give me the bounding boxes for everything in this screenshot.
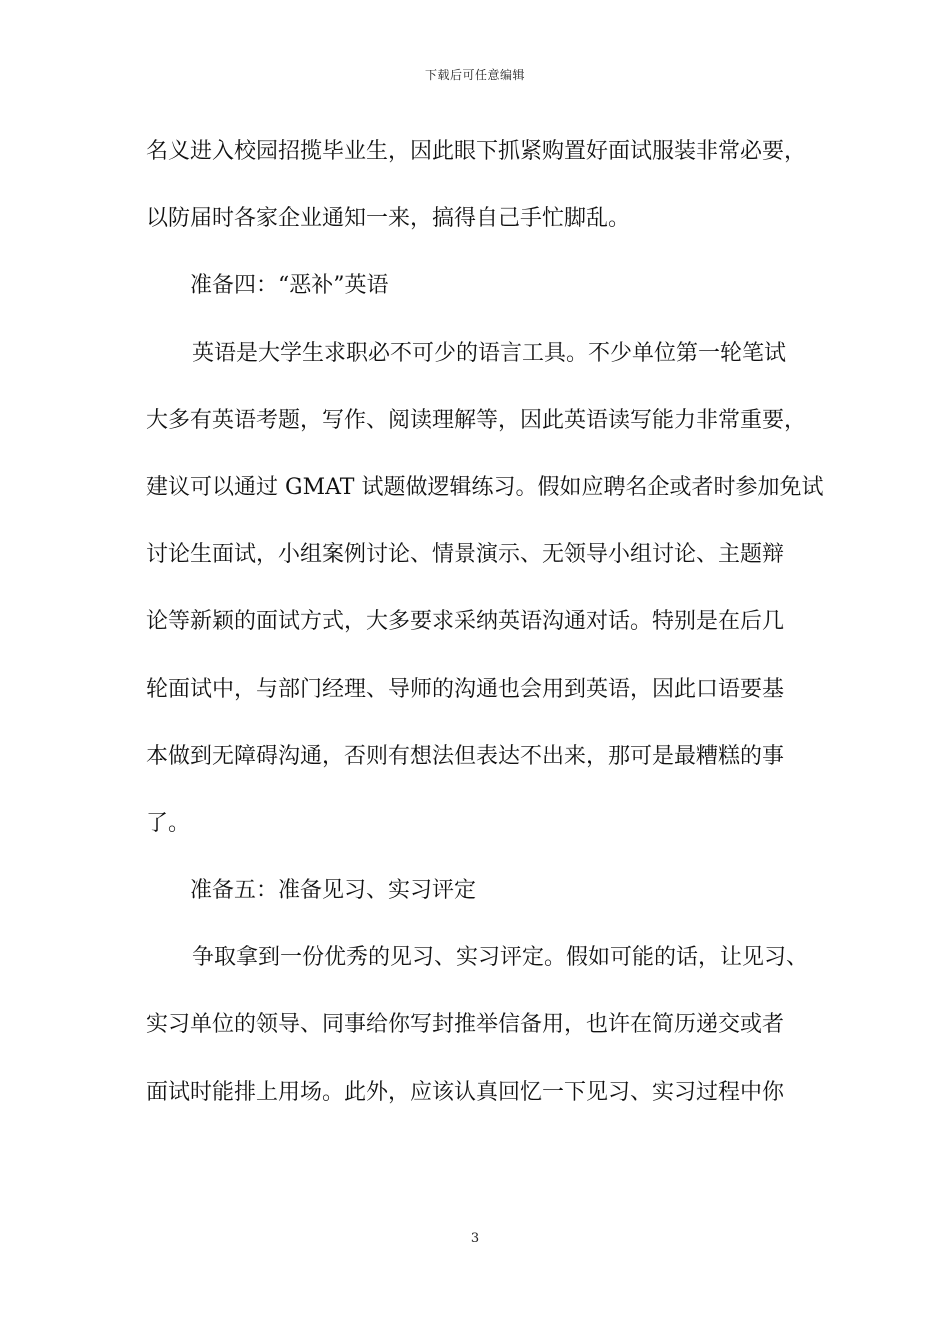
text-line: 轮面试中，与部门经理、导师的沟通也会用到英语，因此口语要基	[146, 676, 785, 702]
text-line: 实习单位的领导、同事给你写封推举信备用，也许在简历递交或者	[146, 1012, 785, 1038]
text-line: 名义进入校园招揽毕业生，因此眼下抓紧购置好面试服装非常必要，	[146, 139, 807, 164]
text-line: 讨论生面试，小组案例讨论、情景演示、无领导小组讨论、主题辩	[146, 542, 785, 568]
text-line: 了。	[146, 810, 191, 836]
text-line: 本做到无障碍沟通，否则有想法但表达不出来，那可是最糟糕的事	[146, 743, 785, 769]
section-heading: 准备五：准备见习、实习评定	[190, 878, 477, 904]
text-line: 以防届时各家企业通知一来，搞得自己手忙脚乱。	[146, 206, 631, 232]
text-line: 建议可以通过 GMAT 试题做逻辑练习。假如应聘名企或者时参加免试	[146, 474, 824, 500]
section-heading: 准备四：“恶补”英语	[190, 273, 389, 299]
page-header: 下载后可任意编辑	[424, 68, 525, 82]
paragraph-first-line: 争取拿到一份优秀的见习、实习评定。假如可能的话，让见习、	[192, 945, 809, 971]
text-line: 面试时能排上用场。此外，应该认真回忆一下见习、实习过程中你	[146, 1079, 785, 1105]
document-body	[146, 132, 826, 1140]
text-line: 论等新颖的面试方式，大多要求采纳英语沟通对话。特别是在后几	[146, 609, 785, 635]
paragraph-first-line: 英语是大学生求职必不可少的语言工具。不少单位第一轮笔试	[192, 340, 787, 366]
text-line: 大多有英语考题，写作、阅读理解等，因此英语读写能力非常重要，	[146, 407, 807, 433]
page-number: 3	[470, 1231, 480, 1246]
